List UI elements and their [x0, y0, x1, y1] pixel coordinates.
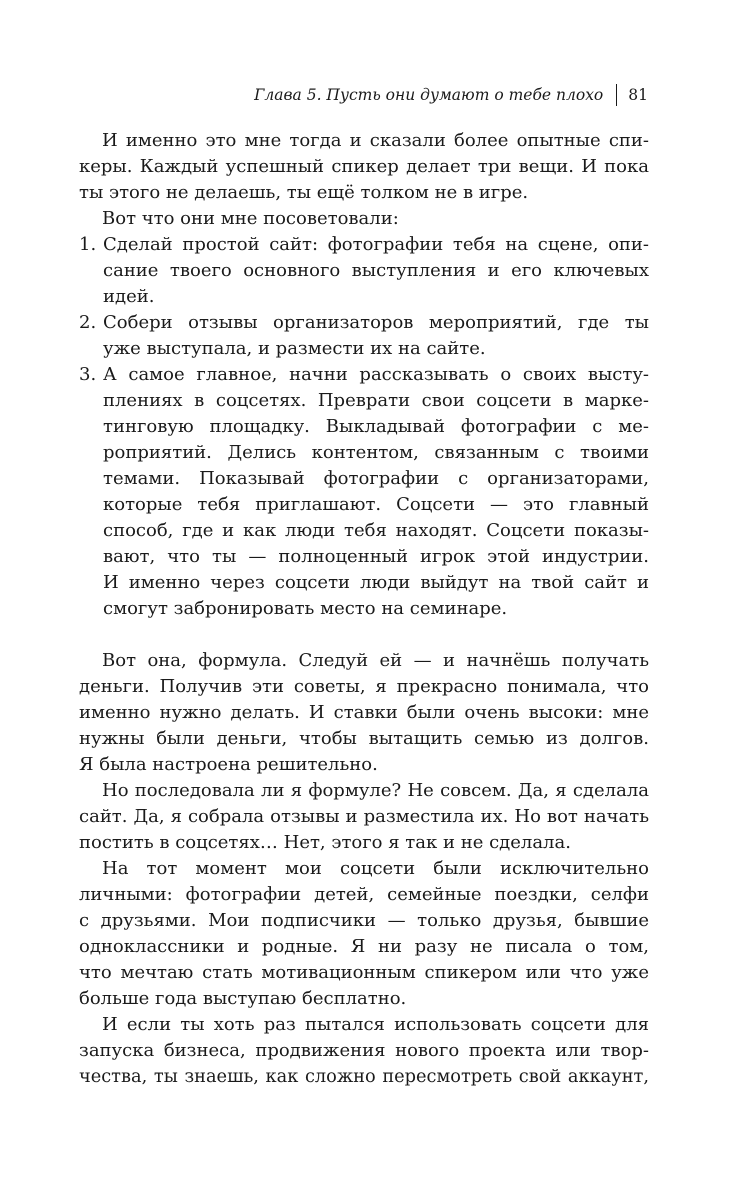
text-line: деньги. Получив эти советы, я прекрасно понимала, что: [79, 676, 649, 697]
advice-lead: [79, 206, 649, 232]
list-number: 1.: [79, 234, 97, 255]
text-line: темами. Показывай фотографии с организаторами,: [103, 468, 649, 489]
page-number: 81: [628, 86, 648, 104]
text-line: Сделай простой сайт: фотографии тебя на сцене, опи-: [103, 234, 649, 255]
list-item: [79, 310, 649, 362]
intro-paragraph: [79, 128, 649, 206]
text-line: Вот что они мне посоветовали:: [102, 208, 399, 229]
text-line: способ, где и как люди тебя находят. Соцсети показы-: [103, 520, 649, 541]
text-line: На тот момент мои соцсети были исключительно: [102, 858, 649, 879]
text-line: именно нужно делать. И ставки были очень высоки: мне: [79, 702, 649, 723]
text-line: что мечтаю стать мотивационным спикером или что уже: [79, 962, 649, 983]
text-line: Я была настроена решительно.: [79, 754, 378, 775]
text-line: Но последовала ли я формуле? Не совсем. Да, я сделала: [102, 780, 649, 801]
list-item: [79, 232, 649, 310]
text-line: И именно это мне тогда и сказали более опытные спи-: [102, 130, 649, 151]
text-line: А самое главное, начни рассказывать о своих высту-: [103, 364, 649, 385]
running-title: Глава 5. Пусть они думают о тебе плохо: [254, 86, 604, 104]
text-line: которые тебя приглашают. Соцсети — это главный: [103, 494, 649, 515]
text-line: И именно через соцсети люди выйдут на твой сайт и: [103, 572, 649, 593]
text-line: запуска бизнеса, продвижения нового проекта или твор-: [79, 1040, 649, 1061]
text-line: роприятий. Делись контентом, связанным с твоими: [103, 442, 649, 463]
text-line: вают, что ты — полноценный игрок этой индустрии.: [103, 546, 649, 567]
text-line: с друзьями. Мои подписчики — только друзья, бывшие: [79, 910, 649, 931]
text-line: смогут забронировать место на семинаре.: [103, 598, 508, 619]
list-number: 3.: [79, 364, 97, 385]
section-gap: [79, 622, 649, 648]
text-line: нужны были деньги, чтобы вытащить семью из долгов.: [79, 728, 649, 749]
text-line: Вот она, формула. Следуй ей — и начнёшь получать: [102, 650, 649, 671]
text-line: уже выступала, и размести их на сайте.: [103, 338, 486, 359]
text-line: керы. Каждый успешный спикер делает три вещи. И пока: [79, 156, 649, 177]
text-line: плениях в соцсетях. Преврати свои соцсети в марке-: [103, 390, 649, 411]
text-line: личными: фотографии детей, семейные поездки, селфи: [79, 884, 649, 905]
text-line: тинговую площадку. Выкладывай фотографии с ме-: [103, 416, 649, 437]
text-line: больше года выступаю бесплатно.: [79, 988, 407, 1009]
text-line: идей.: [103, 286, 155, 307]
text-line: Собери отзывы организаторов мероприятий, где ты: [103, 312, 649, 333]
header-divider: [616, 84, 617, 106]
list-item: [79, 362, 649, 622]
advice-list: [79, 232, 649, 622]
text-line: И если ты хоть раз пытался использовать соцсети для: [102, 1014, 649, 1035]
paragraph-business: [79, 1012, 649, 1090]
paragraph-followed: [79, 778, 649, 856]
text-line: ты этого не делаешь, ты ещё толком не в игре.: [79, 182, 529, 203]
paragraph-formula: [79, 648, 649, 778]
text-line: чества, ты знаешь, как сложно пересмотреть свой аккаунт,: [79, 1067, 649, 1087]
text-line: одноклассники и родные. Я ни разу не писала о том,: [79, 936, 649, 957]
text-line: сание твоего основного выступления и его ключевых: [103, 260, 649, 281]
paragraph-personal: [79, 856, 649, 1012]
list-number: 2.: [79, 312, 97, 333]
running-header: [254, 84, 648, 106]
text-line: постить в соцсетях… Нет, этого я так и не сделала.: [79, 832, 571, 853]
text-line: сайт. Да, я собрала отзывы и разместила их. Но вот начать: [79, 806, 649, 827]
page-body: [79, 128, 649, 1090]
